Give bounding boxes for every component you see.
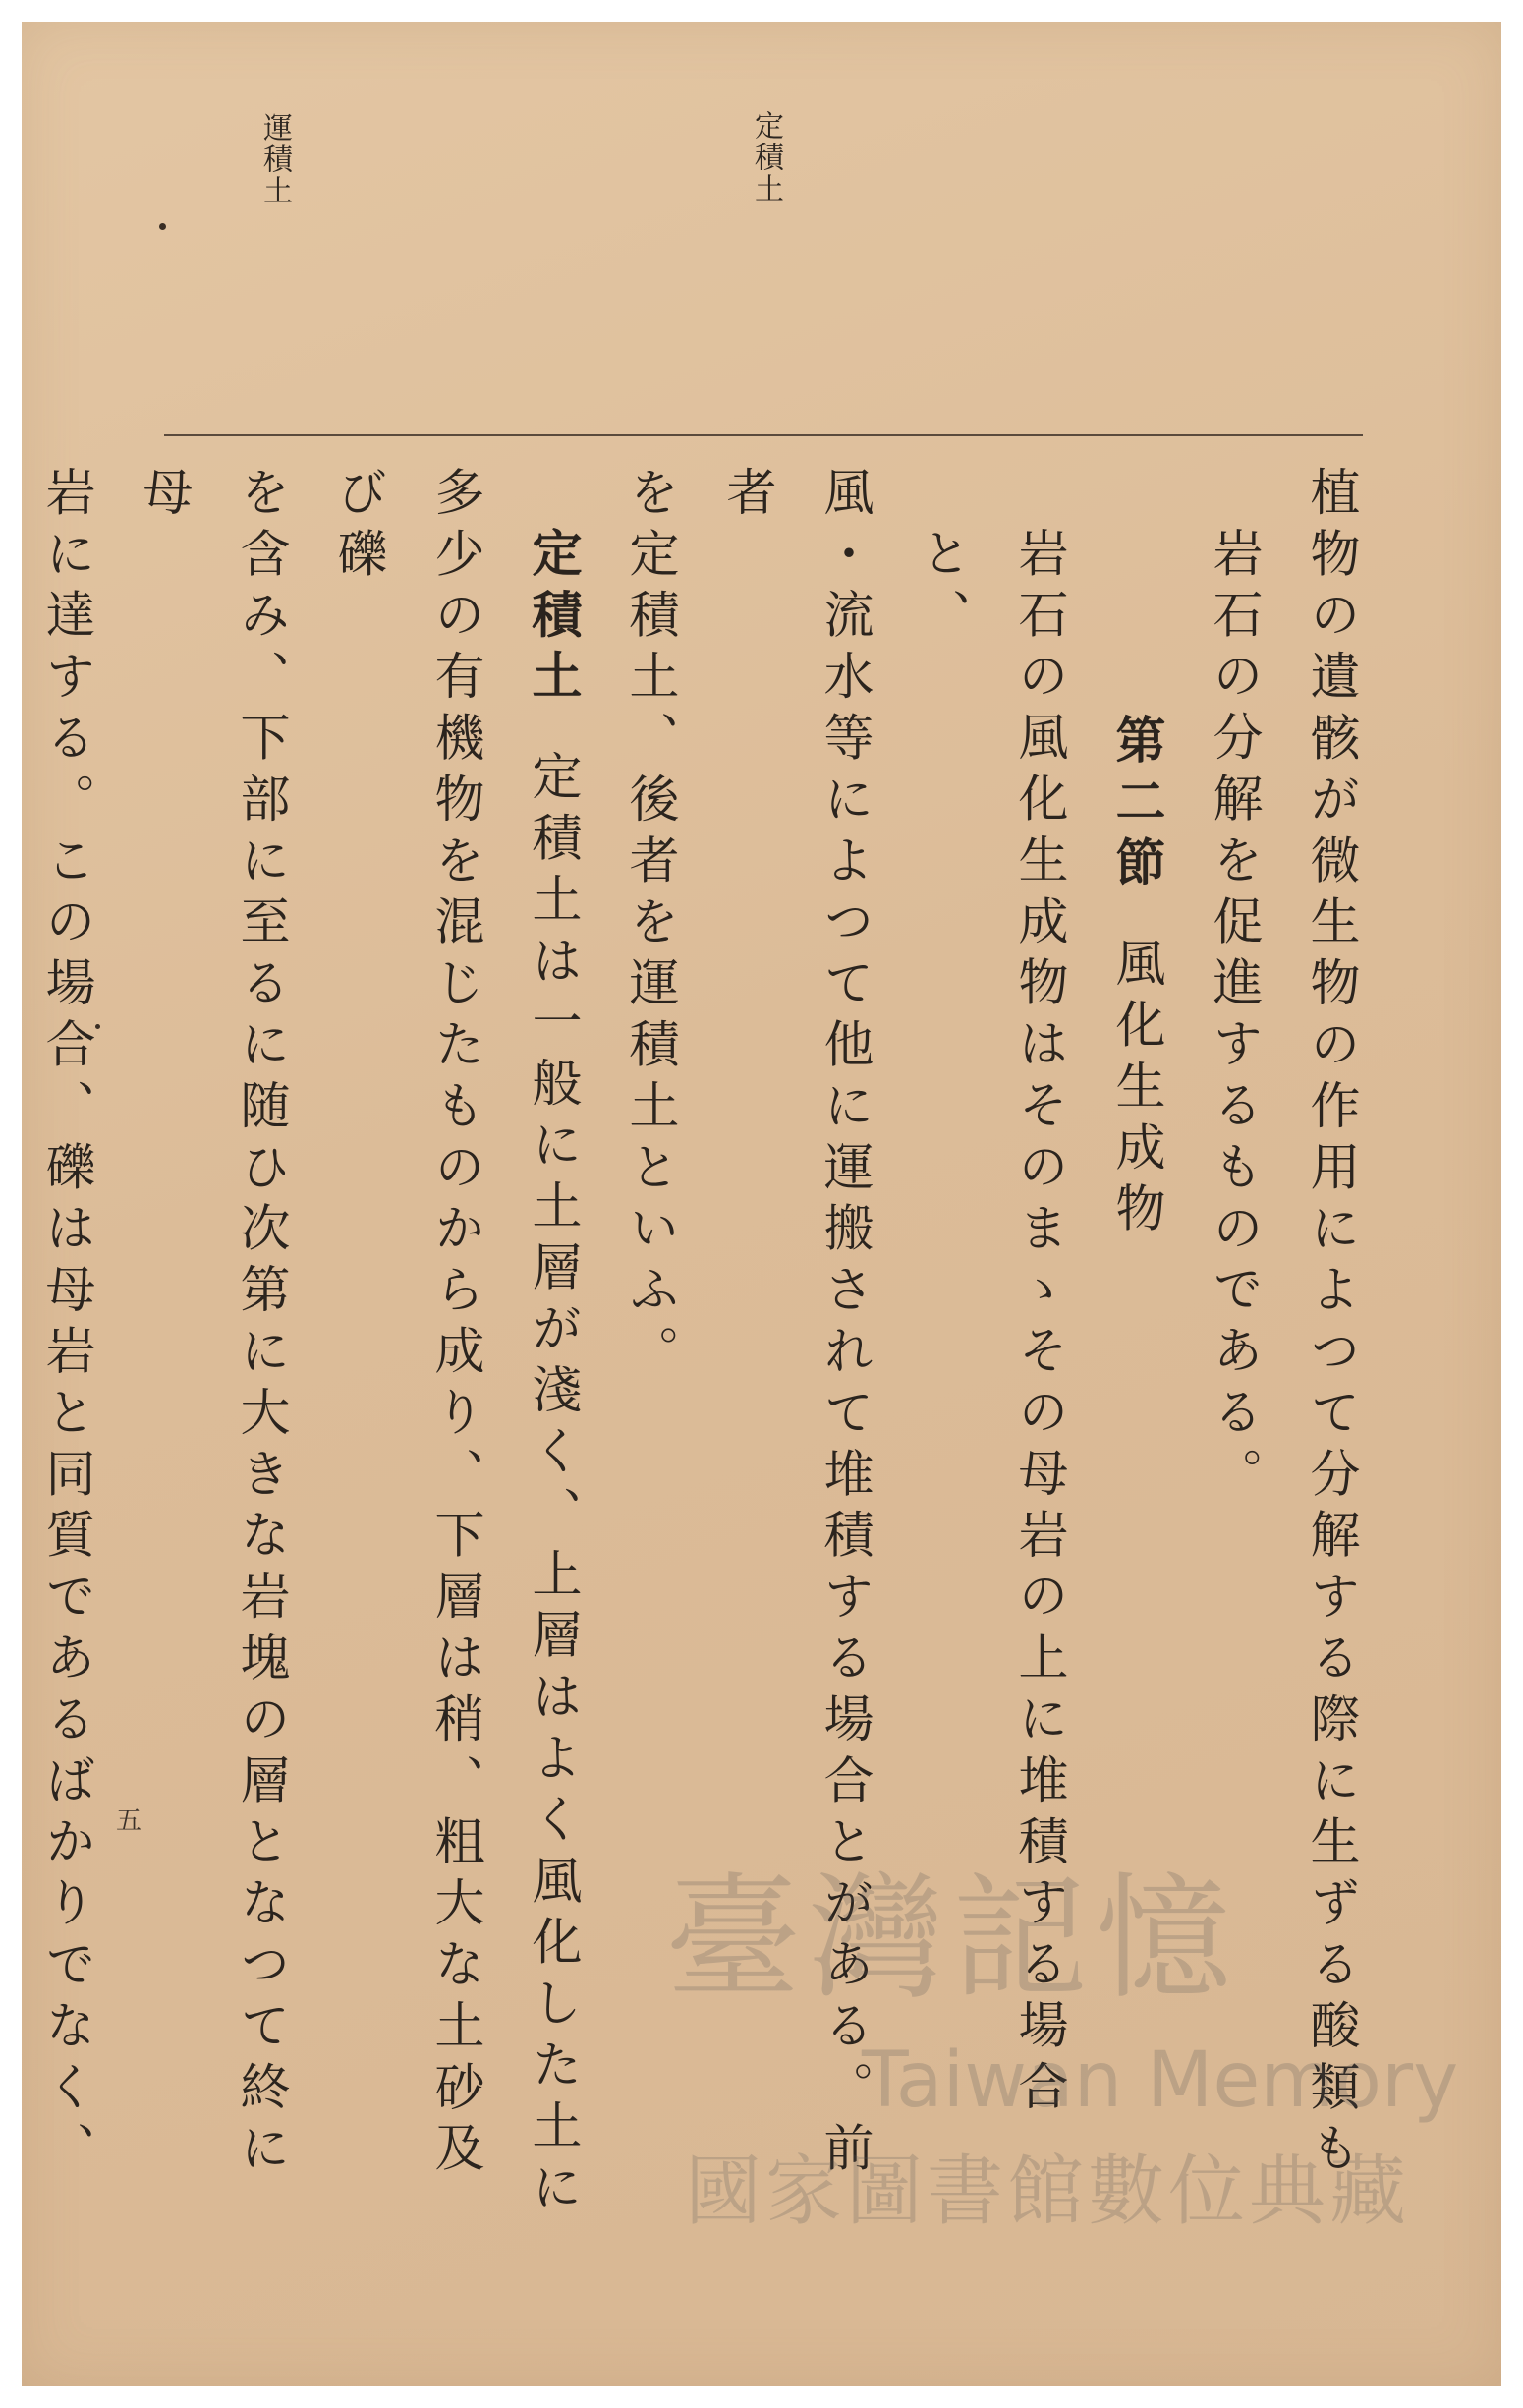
book-page <box>22 22 1501 2386</box>
watermark-sub: Taiwan Memory <box>862 2036 1459 2125</box>
margin-note-teiseki: 定積土 <box>749 110 783 204</box>
teiseki-text: 定積土は一般に土層が淺く、上層はよく風化した土に <box>523 750 581 2222</box>
text-line: 風・流水等によつて他に運搬されて堆積する場合とがある。前者 <box>717 466 873 2184</box>
term-teiseki: 定積土 <box>523 527 581 712</box>
section-title: 風化生成物 <box>1106 937 1164 1244</box>
text-line: を定積土、後者を運積土といふ。 <box>620 466 678 1386</box>
text-line: 岩石の風化生成物はそのまゝその母岩の上に堆積する場合と、 <box>912 527 1067 2122</box>
paragraph-teiseki <box>503 466 600 2235</box>
page-number: 五 <box>116 1806 142 1836</box>
paper-speck <box>159 223 166 230</box>
margin-note-unseki: 運積土 <box>257 112 292 206</box>
watermark-main: 臺灣記憶 <box>665 1860 1240 2018</box>
header-rule <box>164 434 1363 436</box>
text-line: 多少の有機物を混じたものから成り、下層は稍、粗大な土砂及び礫 <box>328 466 483 2184</box>
main-text <box>0 466 1379 2235</box>
text-line: 岩に達する。この場合、礫は母岩と同質であるばかりでなく、 <box>36 466 94 2184</box>
watermark-bottom: 國家圖書館數位典藏 <box>685 2148 1411 2236</box>
section-number: 第二節 <box>1106 714 1164 898</box>
text-line: を含み、下部に至るに随ひ次第に大きな岩塊の層となつて終に母 <box>134 466 289 2184</box>
section-heading <box>1087 466 1184 2235</box>
text-line: 岩石の分解を促進するものである。 <box>1204 527 1262 1509</box>
text-line: 植物の遺骸が微生物の作用によつて分解する際に生ずる酸類も <box>1301 466 1359 2184</box>
